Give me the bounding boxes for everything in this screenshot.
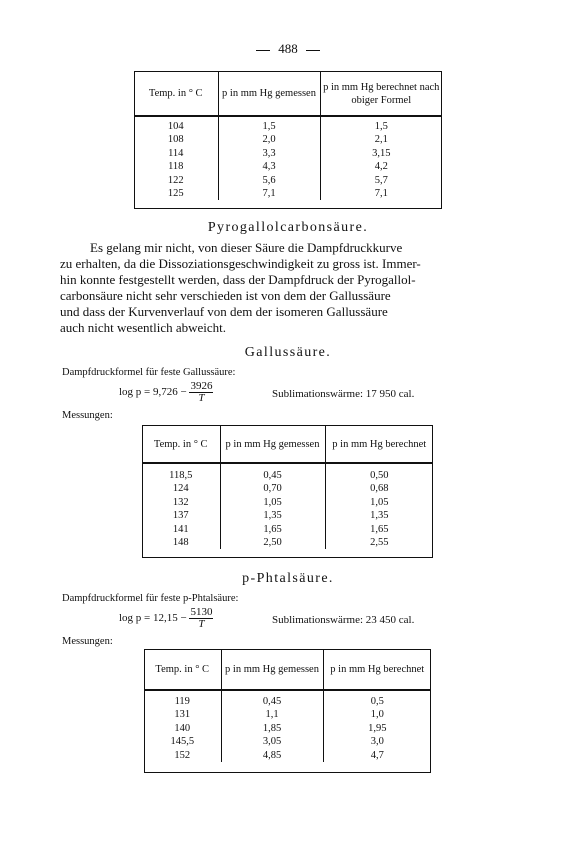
table-cell: 118,5 [169, 470, 193, 481]
table-cell: 1,0 [323, 708, 431, 721]
table-row [134, 174, 442, 187]
table-cell: 125 [167, 188, 184, 200]
table-cell: 2,50 [220, 536, 325, 549]
paragraph-line: und dass der Kurvenverlauf von dem der isomeren Gallussäure [60, 304, 388, 319]
table-row [142, 509, 433, 522]
table-row [144, 749, 431, 762]
gallus-heading: Gallussäure. [244, 345, 332, 360]
table1-header-calculated: p in mm Hg berechnet nach obiger Formel [320, 72, 442, 115]
pyrogallol-heading: Pyrogallolcarbonsäure. [207, 220, 369, 235]
table-row [142, 469, 433, 482]
table-cell: 4,2 [320, 160, 442, 173]
gallus-header-temp: Temp. in ° C [153, 438, 208, 450]
table-cell: 0,45 [220, 469, 325, 482]
table-cell: 0,45 [221, 695, 323, 708]
page-number-text: 488 [278, 41, 298, 56]
table-cell: 152 [174, 749, 191, 761]
phtal-formula-fraction [189, 607, 213, 630]
table-row [144, 695, 431, 708]
table1-header-temp: Temp. in ° C [148, 88, 203, 99]
table-cell: 4,85 [221, 749, 323, 762]
table-cell: 104 [167, 121, 184, 132]
table-cell: 1,05 [325, 496, 433, 509]
phtal-table [144, 650, 431, 762]
table-cell: 7,1 [320, 187, 442, 200]
gallus-messungen: Messungen: [62, 410, 113, 421]
table-cell: 131 [174, 709, 191, 721]
table-row [142, 482, 433, 495]
gallus-sublimation: Sublimationswärme: 17 950 cal. [272, 388, 415, 400]
table-cell: 1,5 [218, 120, 320, 133]
paragraph-line: zu erhalten, da die Dissoziationsgeschwindigkeit zu gross ist. Immer- [60, 256, 421, 271]
gallus-formula-intro: Dampfdruckformel für feste Gallussäure: [62, 367, 236, 378]
table-cell: 5,6 [218, 174, 320, 187]
table-cell: 0,50 [325, 469, 433, 482]
table-cell: 141 [172, 523, 189, 535]
table-cell: 122 [167, 174, 184, 186]
fraction-numerator: 5130 [190, 606, 213, 618]
table-cell: 118 [168, 161, 184, 173]
phtal-header-temp: Temp. in ° C [155, 664, 210, 675]
table-cell: 3,3 [218, 147, 320, 160]
table-row [142, 536, 433, 549]
table1-header-measured: p in mm Hg gemessen [218, 72, 320, 115]
paragraph-line: hin konnte festgestellt werden, dass der Dampfdruck der Pyrogallol- [60, 272, 416, 287]
phtal-formula-lhs: log p = 12,15 − [119, 612, 187, 625]
table-cell: 7,1 [218, 187, 320, 200]
table-cell: 3,0 [323, 735, 431, 748]
table-cell: 1,35 [220, 509, 325, 522]
page-number-dash-left [256, 50, 270, 51]
table-cell: 1,35 [325, 509, 433, 522]
table-row [144, 735, 431, 748]
table-cell: 0,70 [220, 482, 325, 495]
table-row [134, 120, 442, 133]
phtal-formula [119, 607, 213, 630]
table-row [134, 147, 442, 160]
table-cell: 2,55 [325, 536, 433, 549]
paragraph-line: carbonsäure nicht sehr verschieden ist von dem der Gallussäure [60, 288, 391, 303]
fraction-denominator: T [198, 618, 205, 630]
table-cell: 148 [172, 537, 189, 549]
page-number [0, 41, 576, 57]
gallus-formula-lhs: log p = 9,726 − [119, 386, 187, 399]
phtal-header-calculated: p in mm Hg berechnet [323, 650, 431, 689]
table-cell: 4,3 [218, 160, 320, 173]
phtal-heading: p-Phtalsäure. [242, 571, 334, 586]
gallus-table [142, 426, 433, 549]
table-cell: 2,1 [320, 133, 442, 146]
table-cell: 4,7 [323, 749, 431, 762]
table-cell: 1,65 [220, 523, 325, 536]
table-row [144, 722, 431, 735]
table-cell: 5,7 [320, 174, 442, 187]
table-cell: 108 [167, 134, 184, 146]
gallus-formula-fraction [189, 381, 213, 404]
phtal-messungen: Messungen: [62, 636, 113, 647]
table-cell: 1,65 [325, 523, 433, 536]
table-cell: 1,5 [320, 120, 442, 133]
table-row [144, 708, 431, 721]
paragraph-line: Es gelang mir nicht, von dieser Säure die Dampfdruckkurve [90, 240, 403, 255]
table-row [134, 133, 442, 146]
table1 [134, 72, 442, 200]
table-cell: 3,05 [221, 735, 323, 748]
table-cell: 137 [172, 510, 189, 522]
gallus-formula [119, 381, 213, 404]
table-cell: 1,95 [323, 722, 431, 735]
fraction-numerator: 3926 [190, 380, 213, 392]
phtal-header-measured: p in mm Hg gemessen [221, 650, 323, 689]
pyrogallol-paragraph [60, 240, 514, 336]
table-cell: 1,85 [221, 722, 323, 735]
table-cell: 132 [172, 496, 189, 508]
fraction-denominator: T [198, 392, 205, 404]
table-cell: 140 [174, 722, 191, 734]
phtal-sublimation: Sublimationswärme: 23 450 cal. [272, 614, 415, 626]
table-row [134, 187, 442, 200]
table-cell: 0,68 [325, 482, 433, 495]
table-row [142, 523, 433, 536]
table-cell: 1,1 [221, 708, 323, 721]
page-number-dash-right [306, 50, 320, 51]
gallus-header-calculated: p in mm Hg berechnet [325, 426, 433, 462]
table-row [134, 160, 442, 173]
table-cell: 2,0 [218, 133, 320, 146]
table-cell: 1,05 [220, 496, 325, 509]
table-cell: 114 [168, 147, 184, 159]
table-row [142, 496, 433, 509]
table-cell: 145,5 [170, 736, 195, 748]
gallus-header-measured: p in mm Hg gemessen [220, 426, 325, 462]
table-cell: 124 [172, 483, 189, 495]
phtal-formula-intro: Dampfdruckformel für feste p-Phtalsäure: [62, 593, 239, 604]
table-cell: 0,5 [323, 695, 431, 708]
table-cell: 3,15 [320, 147, 442, 160]
paragraph-line: auch nicht wesentlich abweicht. [60, 320, 227, 335]
table-cell: 119 [174, 696, 190, 707]
